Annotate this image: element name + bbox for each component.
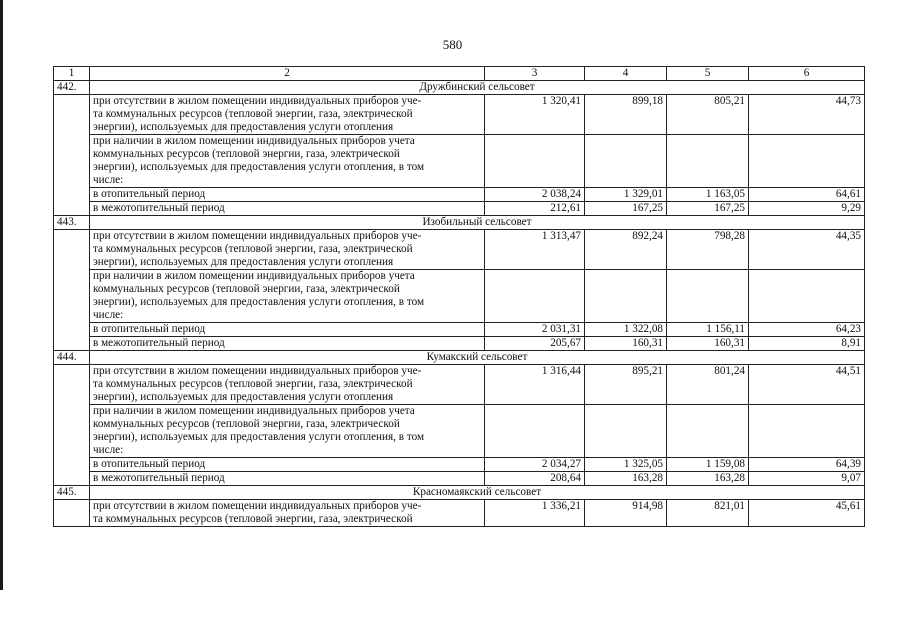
value-col3: 205,67 <box>485 337 585 351</box>
description-line: энергии), используемых для предоставления услуги отопления, в том <box>93 161 425 173</box>
section-title: Дружбинский сельсовет <box>90 81 865 95</box>
value-col3: 2 034,27 <box>485 458 585 472</box>
value-col5: 821,01 <box>667 500 749 527</box>
value-col4 <box>585 135 667 188</box>
description-line: при отсутствии в жилом помещении индивидуальных приборов уче- <box>93 95 422 107</box>
description-line: при отсутствии в жилом помещении индивидуальных приборов уче- <box>93 500 422 512</box>
row-description <box>90 500 485 527</box>
row-description <box>90 230 485 270</box>
section-row <box>54 351 865 365</box>
table-row <box>54 405 865 458</box>
value-col4 <box>585 270 667 323</box>
value-col3 <box>485 135 585 188</box>
value-col3: 208,64 <box>485 472 585 486</box>
value-col3: 2 031,31 <box>485 323 585 337</box>
column-header-6: 6 <box>749 67 865 81</box>
section-row <box>54 486 865 500</box>
section-number: 443. <box>54 216 90 230</box>
value-col4: 1 329,01 <box>585 188 667 202</box>
value-col6: 64,39 <box>749 458 865 472</box>
description-line: энергии), используемых для предоставления услуги отопления <box>93 256 394 268</box>
value-col5 <box>667 405 749 458</box>
value-col5 <box>667 270 749 323</box>
value-col5: 1 156,11 <box>667 323 749 337</box>
value-col5: 160,31 <box>667 337 749 351</box>
value-col4 <box>585 405 667 458</box>
value-col3 <box>485 405 585 458</box>
description-line: числе: <box>93 309 124 321</box>
table-row <box>54 188 865 202</box>
row-number-cell <box>54 500 90 527</box>
value-col3: 1 320,41 <box>485 95 585 135</box>
table-body <box>54 81 865 527</box>
row-number-cell <box>54 230 90 351</box>
section-number: 442. <box>54 81 90 95</box>
table-row <box>54 500 865 527</box>
value-col6: 44,35 <box>749 230 865 270</box>
row-description <box>90 95 485 135</box>
value-col5: 1 159,08 <box>667 458 749 472</box>
value-col6: 64,23 <box>749 323 865 337</box>
value-col6: 45,61 <box>749 500 865 527</box>
table-row <box>54 230 865 270</box>
tariff-table <box>53 66 865 527</box>
row-number-cell <box>54 365 90 486</box>
section-title: Изобильный сельсовет <box>90 216 865 230</box>
row-description: в отопительный период <box>90 188 485 202</box>
description-line: при отсутствии в жилом помещении индивидуальных приборов уче- <box>93 230 422 242</box>
scan-left-edge <box>0 0 3 590</box>
value-col3: 212,61 <box>485 202 585 216</box>
value-col4: 914,98 <box>585 500 667 527</box>
description-line: при наличии в жилом помещении индивидуальных приборов учета <box>93 135 415 147</box>
value-col6 <box>749 405 865 458</box>
section-number: 444. <box>54 351 90 365</box>
value-col5: 801,24 <box>667 365 749 405</box>
value-col3: 1 316,44 <box>485 365 585 405</box>
row-number-cell <box>54 95 90 216</box>
column-header-2: 2 <box>90 67 485 81</box>
description-line: та коммунальных ресурсов (тепловой энергии, газа, электрической <box>93 108 413 120</box>
value-col4: 1 322,08 <box>585 323 667 337</box>
page-number: 580 <box>442 37 463 52</box>
value-col4: 160,31 <box>585 337 667 351</box>
row-description <box>90 135 485 188</box>
table-row <box>54 135 865 188</box>
value-col4: 163,28 <box>585 472 667 486</box>
description-line: коммунальных ресурсов (тепловой энергии, газа, электрической <box>93 148 400 160</box>
value-col6: 44,73 <box>749 95 865 135</box>
description-line: числе: <box>93 444 124 456</box>
column-header-5: 5 <box>667 67 749 81</box>
description-line: энергии), используемых для предоставления услуги отопления <box>93 121 394 133</box>
section-row <box>54 81 865 95</box>
row-description: в отопительный период <box>90 458 485 472</box>
value-col3 <box>485 270 585 323</box>
value-col4: 1 325,05 <box>585 458 667 472</box>
description-line: при отсутствии в жилом помещении индивидуальных приборов уче- <box>93 365 422 377</box>
value-col6 <box>749 135 865 188</box>
table-row <box>54 270 865 323</box>
row-description: в межотопительный период <box>90 337 485 351</box>
header-row <box>54 67 865 81</box>
description-line: энергии), используемых для предоставления услуги отопления, в том <box>93 431 425 443</box>
description-line: энергии), используемых для предоставления услуги отопления, в том <box>93 296 425 308</box>
value-col5: 1 163,05 <box>667 188 749 202</box>
table-row <box>54 323 865 337</box>
table-row <box>54 458 865 472</box>
row-description <box>90 270 485 323</box>
value-col6: 9,07 <box>749 472 865 486</box>
value-col3: 1 313,47 <box>485 230 585 270</box>
value-col6: 64,61 <box>749 188 865 202</box>
value-col5: 798,28 <box>667 230 749 270</box>
section-title: Красномаякский сельсовет <box>90 486 865 500</box>
table-row <box>54 337 865 351</box>
description-line: при наличии в жилом помещении индивидуальных приборов учета <box>93 270 415 282</box>
table-row <box>54 95 865 135</box>
description-line: коммунальных ресурсов (тепловой энергии, газа, электрической <box>93 418 400 430</box>
table-row <box>54 472 865 486</box>
section-number: 445. <box>54 486 90 500</box>
value-col3: 2 038,24 <box>485 188 585 202</box>
value-col6 <box>749 270 865 323</box>
value-col4: 167,25 <box>585 202 667 216</box>
description-line: та коммунальных ресурсов (тепловой энергии, газа, электрической <box>93 513 413 525</box>
description-line: при наличии в жилом помещении индивидуальных приборов учета <box>93 405 415 417</box>
value-col5 <box>667 135 749 188</box>
row-description <box>90 365 485 405</box>
value-col4: 899,18 <box>585 95 667 135</box>
value-col3: 1 336,21 <box>485 500 585 527</box>
description-line: та коммунальных ресурсов (тепловой энергии, газа, электрической <box>93 378 413 390</box>
description-line: коммунальных ресурсов (тепловой энергии, газа, электрической <box>93 283 400 295</box>
value-col5: 163,28 <box>667 472 749 486</box>
section-title: Кумакский сельсовет <box>90 351 865 365</box>
column-header-3: 3 <box>485 67 585 81</box>
row-description <box>90 405 485 458</box>
value-col6: 8,91 <box>749 337 865 351</box>
row-description: в межотопительный период <box>90 472 485 486</box>
table-header <box>54 67 865 81</box>
value-col6: 44,51 <box>749 365 865 405</box>
row-description: в отопительный период <box>90 323 485 337</box>
table-row <box>54 202 865 216</box>
value-col6: 9,29 <box>749 202 865 216</box>
section-row <box>54 216 865 230</box>
table-row <box>54 365 865 405</box>
column-header-4: 4 <box>585 67 667 81</box>
description-line: числе: <box>93 174 124 186</box>
value-col5: 167,25 <box>667 202 749 216</box>
column-header-1: 1 <box>54 67 90 81</box>
row-description: в межотопительный период <box>90 202 485 216</box>
description-line: энергии), используемых для предоставления услуги отопления <box>93 391 394 403</box>
value-col5: 805,21 <box>667 95 749 135</box>
value-col4: 895,21 <box>585 365 667 405</box>
value-col4: 892,24 <box>585 230 667 270</box>
description-line: та коммунальных ресурсов (тепловой энергии, газа, электрической <box>93 243 413 255</box>
